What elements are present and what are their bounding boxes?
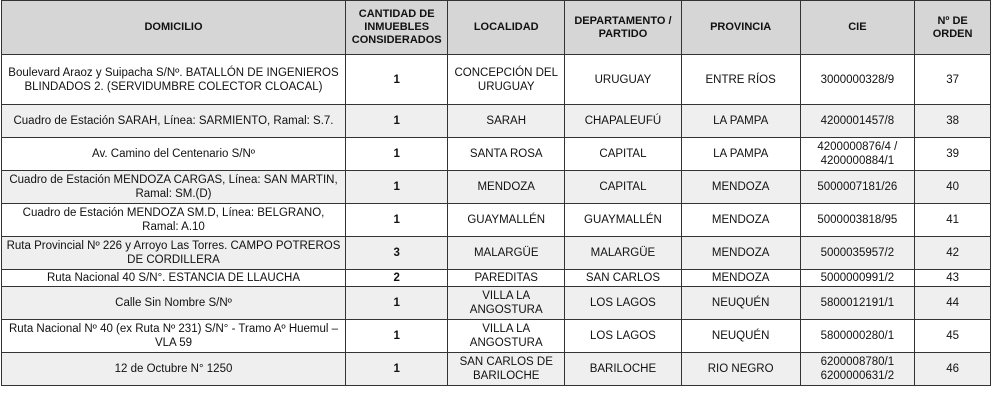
cell-provincia: RIO NEGRO: [681, 353, 800, 386]
cell-localidad: SAN CARLOS DE BARILOCHE: [448, 353, 565, 386]
cell-cantidad: 1: [346, 171, 448, 204]
cell-cie: 5000007181/26: [800, 171, 915, 204]
header-cantidad: CANTIDAD DE INMUEBLES CONSIDERADOS: [346, 1, 448, 55]
cell-provincia: MENDOZA: [681, 171, 800, 204]
table-row: [2, 55, 991, 105]
cell-orden: 39: [915, 138, 991, 171]
cell-provincia: ENTRE RÍOS: [681, 55, 800, 105]
cell-provincia: NEUQUÉN: [681, 320, 800, 353]
cell-domicilio: Ruta Provincial Nº 226 y Arroyo Las Torres. CAMPO POTREROS DE CORDILLERA: [2, 237, 346, 270]
header-provincia: PROVINCIA: [681, 1, 800, 55]
header-cie: CIE: [800, 1, 915, 55]
cell-domicilio: Ruta Nacional Nº 40 (ex Ruta Nº 231) S/N° - Tramo Aº Huemul – VLA 59: [2, 320, 346, 353]
cell-provincia: MENDOZA: [681, 204, 800, 237]
cell-domicilio: Cuadro de Estación MENDOZA CARGAS, Línea: SAN MARTIN, Ramal: SM.(D): [2, 171, 346, 204]
cell-cie: 4200000876/4 / 4200000884/1: [800, 138, 915, 171]
cell-cantidad: 3: [346, 237, 448, 270]
header-orden: Nº DE ORDEN: [915, 1, 991, 55]
cell-orden: 45: [915, 320, 991, 353]
cell-localidad: SANTA ROSA: [448, 138, 565, 171]
cell-cantidad: 1: [346, 353, 448, 386]
cell-departamento: CAPITAL: [565, 171, 682, 204]
cell-departamento: URUGUAY: [565, 55, 682, 105]
cell-orden: 41: [915, 204, 991, 237]
table-row: [2, 270, 991, 287]
cell-orden: 43: [915, 270, 991, 287]
table-row: [2, 320, 991, 353]
header-localidad: LOCALIDAD: [448, 1, 565, 55]
cell-cantidad: 1: [346, 287, 448, 320]
cell-localidad: CONCEPCIÓN DEL URUGUAY: [448, 55, 565, 105]
cell-orden: 37: [915, 55, 991, 105]
cell-departamento: CHAPALEUFÚ: [565, 105, 682, 138]
cell-domicilio: Av. Camino del Centenario S/Nº: [2, 138, 346, 171]
cell-localidad: SARAH: [448, 105, 565, 138]
table-row: [2, 353, 991, 386]
cell-localidad: VILLA LA ANGOSTURA: [448, 320, 565, 353]
cell-domicilio: Boulevard Araoz y Suipacha S/Nº. BATALLÓN DE INGENIEROS BLINDADOS 2. (SERVIDUMBRE COLECTOR CLOACAL): [2, 55, 346, 105]
header-departamento: DEPARTAMENTO / PARTIDO: [565, 1, 682, 55]
cell-cie: 5000035957/2: [800, 237, 915, 270]
cell-orden: 38: [915, 105, 991, 138]
cell-departamento: GUAYMALLÉN: [565, 204, 682, 237]
cell-domicilio: Ruta Nacional 40 S/N°. ESTANCIA DE LLAUCHA: [2, 270, 346, 287]
table-row: [2, 237, 991, 270]
cell-domicilio: 12 de Octubre N° 1250: [2, 353, 346, 386]
cell-domicilio: Calle Sin Nombre S/Nº: [2, 287, 346, 320]
cell-cantidad: 1: [346, 204, 448, 237]
cell-cie: 6200008780/1 6200000631/2: [800, 353, 915, 386]
cell-localidad: MENDOZA: [448, 171, 565, 204]
cell-cantidad: 1: [346, 105, 448, 138]
cell-cie: 5800012191/1: [800, 287, 915, 320]
cell-cie: 3000000328/9: [800, 55, 915, 105]
table-row: [2, 138, 991, 171]
cell-departamento: CAPITAL: [565, 138, 682, 171]
inmuebles-table: [1, 0, 991, 386]
cell-departamento: LOS LAGOS: [565, 320, 682, 353]
cell-orden: 42: [915, 237, 991, 270]
cell-cie: 5800000280/1: [800, 320, 915, 353]
cell-cantidad: 2: [346, 270, 448, 287]
cell-departamento: SAN CARLOS: [565, 270, 682, 287]
cell-orden: 44: [915, 287, 991, 320]
cell-domicilio: Cuadro de Estación MENDOZA SM.D, Línea: BELGRANO, Ramal: A.10: [2, 204, 346, 237]
cell-cantidad: 1: [346, 55, 448, 105]
cell-departamento: MALARGÜE: [565, 237, 682, 270]
cell-localidad: GUAYMALLÉN: [448, 204, 565, 237]
cell-provincia: MENDOZA: [681, 270, 800, 287]
cell-provincia: LA PAMPA: [681, 105, 800, 138]
cell-cie: 4200001457/8: [800, 105, 915, 138]
cell-departamento: BARILOCHE: [565, 353, 682, 386]
table-row: [2, 105, 991, 138]
header-row: [2, 1, 991, 55]
table-row: [2, 287, 991, 320]
cell-cie: 5000000991/2: [800, 270, 915, 287]
cell-domicilio: Cuadro de Estación SARAH, Línea: SARMIENTO, Ramal: S.7.: [2, 105, 346, 138]
table-row: [2, 204, 991, 237]
cell-localidad: PAREDITAS: [448, 270, 565, 287]
table-row: [2, 171, 991, 204]
cell-orden: 40: [915, 171, 991, 204]
cell-localidad: MALARGÜE: [448, 237, 565, 270]
cell-cantidad: 1: [346, 138, 448, 171]
cell-provincia: LA PAMPA: [681, 138, 800, 171]
cell-cie: 5000003818/95: [800, 204, 915, 237]
cell-localidad: VILLA LA ANGOSTURA: [448, 287, 565, 320]
cell-orden: 46: [915, 353, 991, 386]
cell-provincia: NEUQUÉN: [681, 287, 800, 320]
cell-provincia: MENDOZA: [681, 237, 800, 270]
cell-departamento: LOS LAGOS: [565, 287, 682, 320]
header-domicilio: DOMICILIO: [2, 1, 346, 55]
cell-cantidad: 1: [346, 320, 448, 353]
